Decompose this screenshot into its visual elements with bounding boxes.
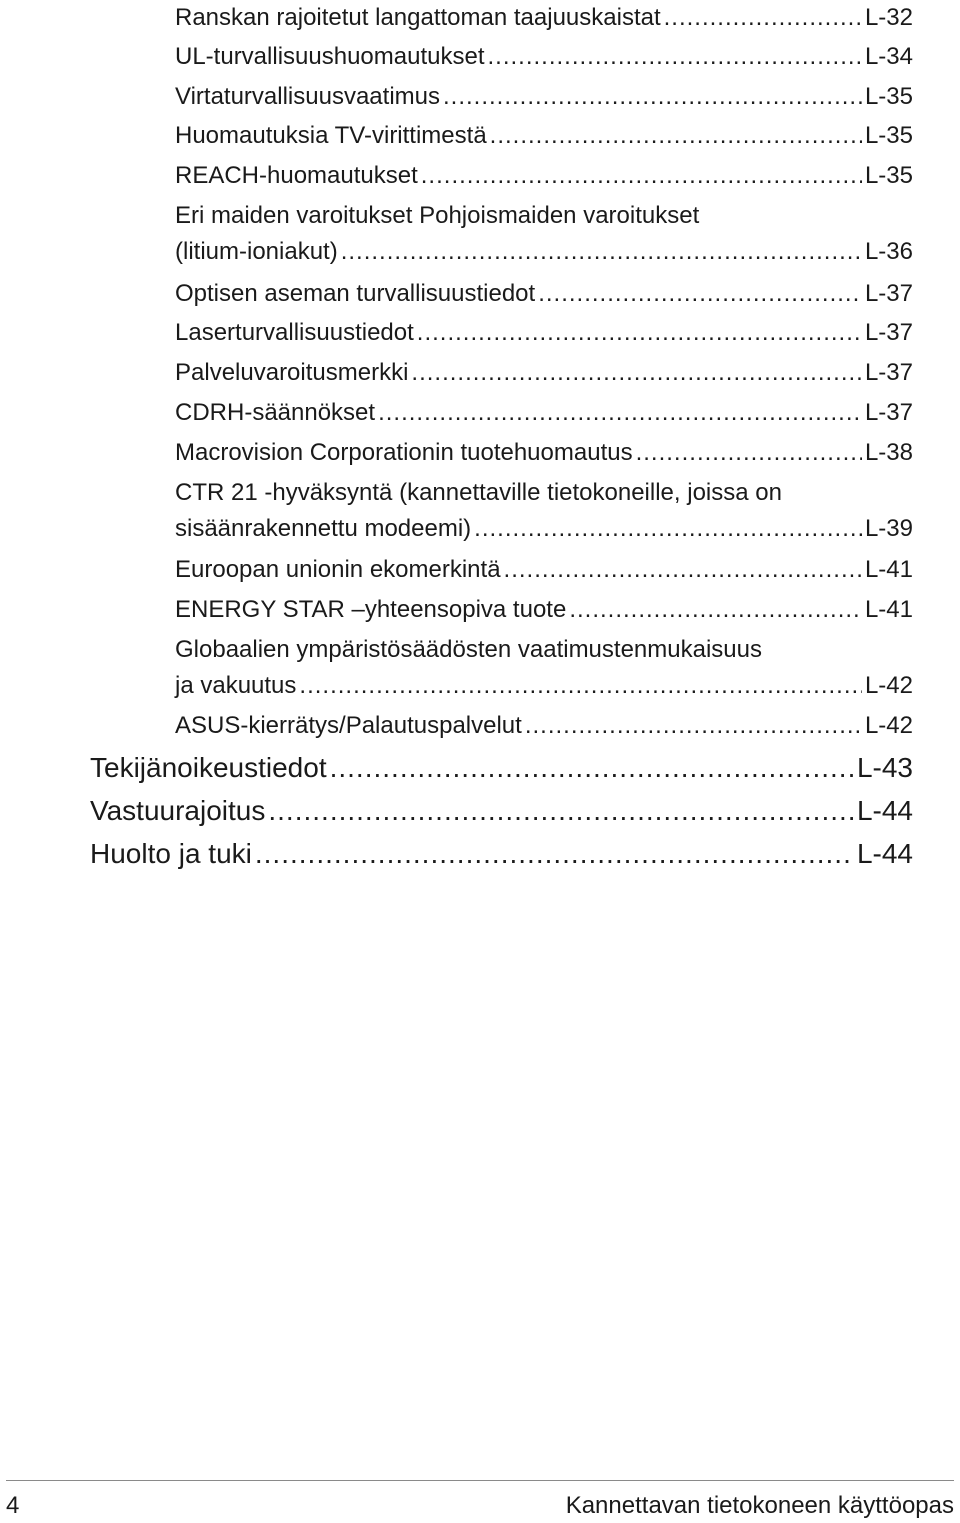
toc-entry[interactable] xyxy=(175,118,913,154)
toc-entry-title: UL-turvallisuushuomautukset xyxy=(175,43,485,70)
dot-leader xyxy=(443,79,862,115)
toc-entry-title: sisäänrakennettu modeemi) xyxy=(175,515,472,542)
toc-entry[interactable] xyxy=(175,79,913,115)
toc-entry[interactable] xyxy=(175,39,913,75)
page-number: 4 xyxy=(6,1492,20,1519)
toc-entry[interactable] xyxy=(175,198,913,270)
toc-entry-title: Palveluvaroitusmerkki xyxy=(175,359,409,386)
toc-entry[interactable] xyxy=(175,276,913,312)
toc-entry[interactable] xyxy=(175,632,913,704)
toc-entry-page: L-38 xyxy=(864,439,913,466)
toc-entry-title: Optisen aseman turvallisuustiedot xyxy=(175,280,536,307)
toc-entry-page: L-37 xyxy=(864,399,913,426)
toc-entry[interactable] xyxy=(175,435,913,471)
toc-entry-page: L-34 xyxy=(864,43,913,70)
footer-divider xyxy=(6,1480,954,1481)
toc-entry[interactable] xyxy=(175,552,913,588)
toc-entry-title: CDRH-säännökset xyxy=(175,399,376,426)
toc-entry-page: L-36 xyxy=(864,238,913,265)
toc-entry-page: L-37 xyxy=(864,280,913,307)
toc-entry-page: L-35 xyxy=(864,122,913,149)
toc-entry-page: L-44 xyxy=(856,838,913,869)
toc-entry-page: L-44 xyxy=(856,795,913,826)
toc-entry-page: L-32 xyxy=(864,4,913,31)
toc-entry[interactable] xyxy=(175,355,913,391)
toc-entry-title: Tekijänoikeustiedot xyxy=(90,752,327,783)
toc-entry-title: Laserturvallisuustiedot xyxy=(175,319,414,346)
dot-leader xyxy=(636,435,862,471)
dot-leader xyxy=(255,834,854,874)
toc-entry-title: ASUS-kierrätys/Palautuspalvelut xyxy=(175,712,522,739)
dot-leader xyxy=(378,395,862,431)
dot-leader xyxy=(664,0,862,36)
toc-entry-page: L-41 xyxy=(864,596,913,623)
footer-book-title: Kannettavan tietokoneen käyttöopas xyxy=(565,1492,954,1519)
toc-entry-title-line1: Eri maiden varoitukset Pohjoismaiden varoitukset xyxy=(175,202,700,229)
toc-entry-title: Virtaturvallisuusvaatimus xyxy=(175,83,440,110)
dot-leader xyxy=(490,118,862,154)
toc-entry-title: Huomautuksia TV-virittimestä xyxy=(175,122,487,149)
toc-entry-title: ENERGY STAR –yhteensopiva tuote xyxy=(175,596,567,623)
toc-entry[interactable] xyxy=(175,158,913,194)
toc-entry-page: L-37 xyxy=(864,359,913,386)
dot-leader xyxy=(569,592,862,628)
toc-entry-title: REACH-huomautukset xyxy=(175,162,418,189)
toc-entry-page: L-39 xyxy=(864,515,913,542)
toc-entry-title-line1: Globaalien ympäristösäädösten vaatimustenmukaisuus xyxy=(175,636,762,663)
dot-leader xyxy=(538,276,862,312)
dot-leader xyxy=(504,552,862,588)
toc-entry-title-line1: CTR 21 -hyväksyntä (kannettaville tietokoneille, joissa on xyxy=(175,479,782,506)
dot-leader xyxy=(474,511,862,547)
toc-entry-title: Huolto ja tuki xyxy=(90,838,252,869)
toc-entry-page: L-42 xyxy=(864,672,913,699)
toc-entry-title: ja vakuutus xyxy=(175,672,297,699)
toc-entry[interactable] xyxy=(175,708,913,744)
toc-entry[interactable] xyxy=(175,395,913,431)
dot-leader xyxy=(341,234,862,270)
dot-leader xyxy=(411,355,862,391)
dot-leader xyxy=(268,791,854,831)
dot-leader xyxy=(487,39,861,75)
dot-leader xyxy=(421,158,862,194)
toc-entry[interactable] xyxy=(175,592,913,628)
toc-entry-title: (litium-ioniakut) xyxy=(175,238,338,265)
toc-entry-title: Vastuurajoitus xyxy=(90,795,266,826)
dot-leader xyxy=(299,668,862,704)
toc-entry[interactable] xyxy=(175,0,913,36)
toc-entry-page: L-43 xyxy=(856,752,913,783)
dot-leader xyxy=(330,748,854,788)
toc-entry-page: L-42 xyxy=(864,712,913,739)
dot-leader xyxy=(417,315,862,351)
toc-entry[interactable] xyxy=(175,315,913,351)
toc-entry-page: L-41 xyxy=(864,556,913,583)
dot-leader xyxy=(525,708,862,744)
toc-entry-page: L-35 xyxy=(864,83,913,110)
toc-chapter-entry[interactable] xyxy=(90,748,913,788)
toc-entry-title: Macrovision Corporationin tuotehuomautus xyxy=(175,439,633,466)
toc-chapter-entry[interactable] xyxy=(90,791,913,831)
toc-entry-title: Euroopan unionin ekomerkintä xyxy=(175,556,501,583)
toc-entry-page: L-35 xyxy=(864,162,913,189)
toc-chapter-entry[interactable] xyxy=(90,834,913,874)
toc-entry-page: L-37 xyxy=(864,319,913,346)
toc-entry-title: Ranskan rajoitetut langattoman taajuuskaistat xyxy=(175,4,661,31)
toc-entry[interactable] xyxy=(175,475,913,547)
